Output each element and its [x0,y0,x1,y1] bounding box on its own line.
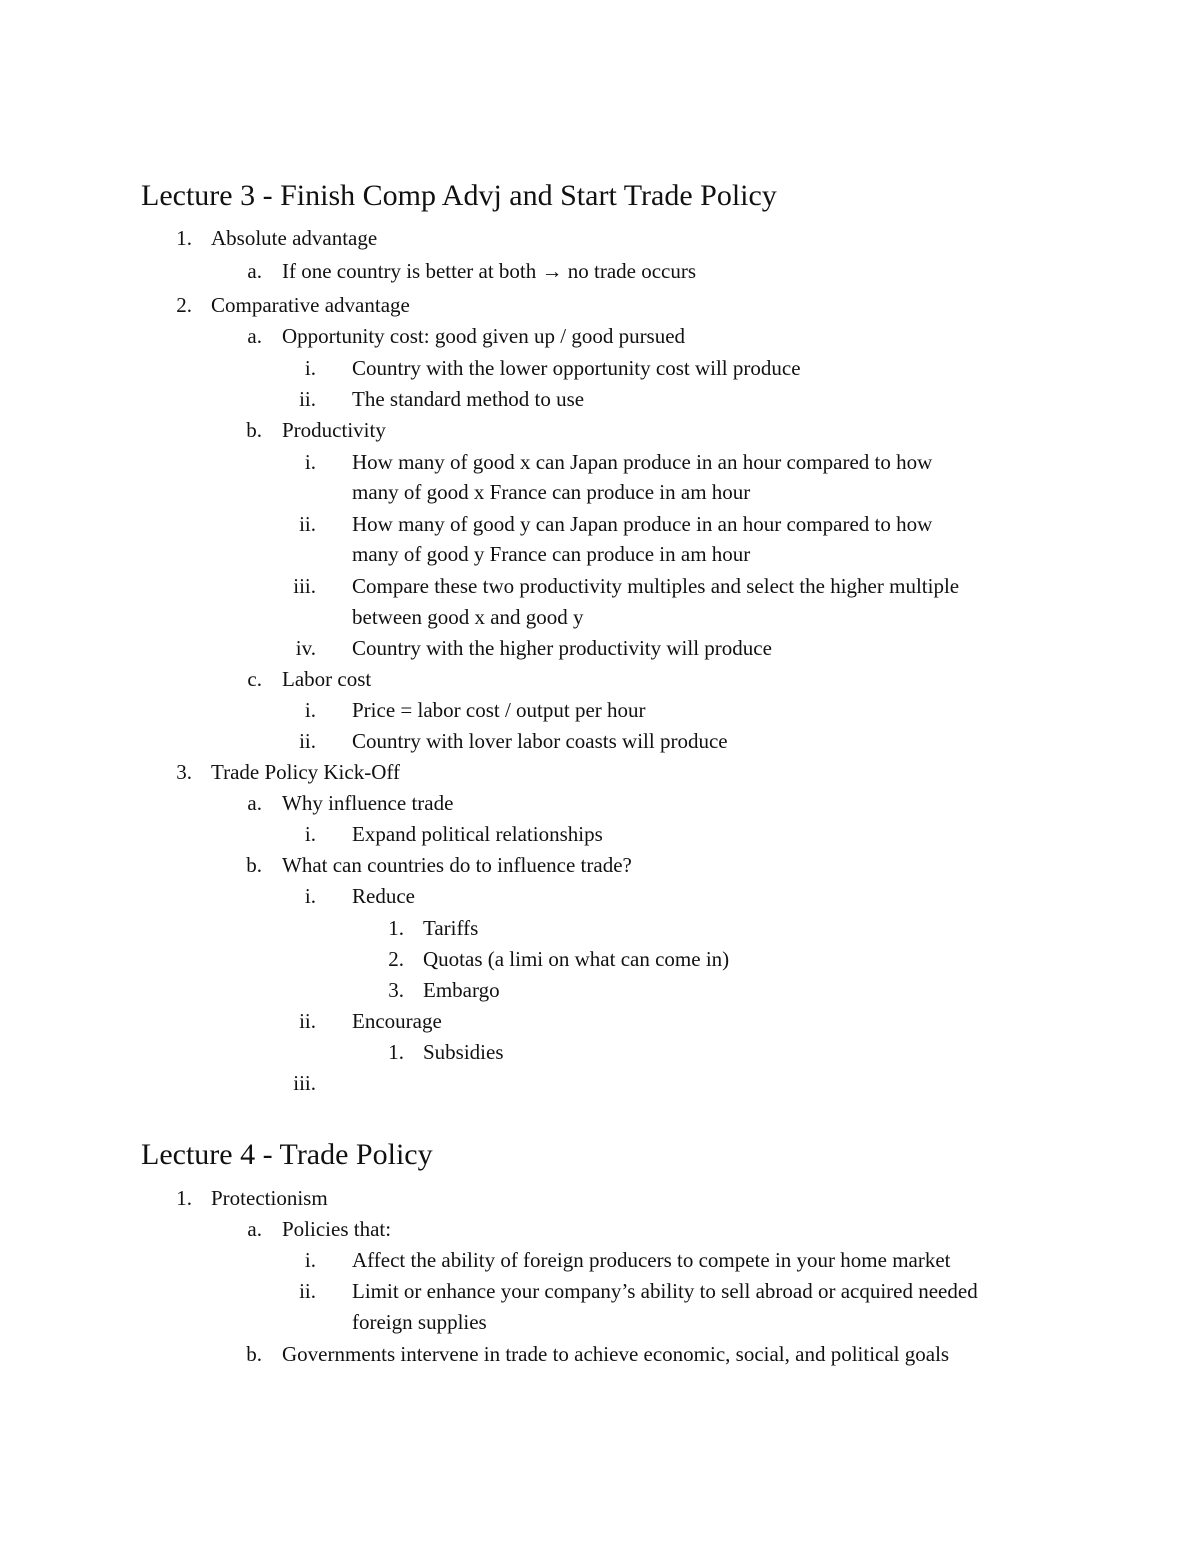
document-page: Lecture 3 - Finish Comp Advj and Start Trade Policy 1. Absolute advantage a. If one country is better at both → no trade occurs 2. Comparative advantage a. Opportunity cost: good given up / good pursued i. Country with the lower opportunity cost will produce ii. The standard method to use b. Productivity i. How many of good x can Japan produce in an hour compared to how many of good x France can produce in am hour ii. How many of good y can Japan produce in an hour compared to how many of good y France can produce in am hour iii. Compare these two productivity multiples and select the higher multiple between good x and good y iv. Country with the higher productivity will produce c. Labor cost i. Price = labor cost / output per hour ii. Country with lover labor coasts will produce 3. Trade Policy Kick-Off a. Why influence trade i. Expand political relationships b. What can countries do to influence trade? i. Reduce 1. Tariffs 2. Quotas (a limi on what can come in) 3. Embargo ii. Encourage 1. Subsidies iii. Lecture 4 - Trade Policy 1. Protectionism a. Policies that: i. Affect the ability of foreign producers to compete in your home market ii. Limit or enhance your company’s ability to sell abroad or acquired needed foreign supplies b. Governments intervene in trade to achieve economic, social, and political goals [141,179,978,1366]
lecture-3-title: Lecture 3 - Finish Comp Advj and Start Trade Policy [141,179,777,212]
lecture-4-title: Lecture 4 - Trade Policy [141,1138,433,1171]
